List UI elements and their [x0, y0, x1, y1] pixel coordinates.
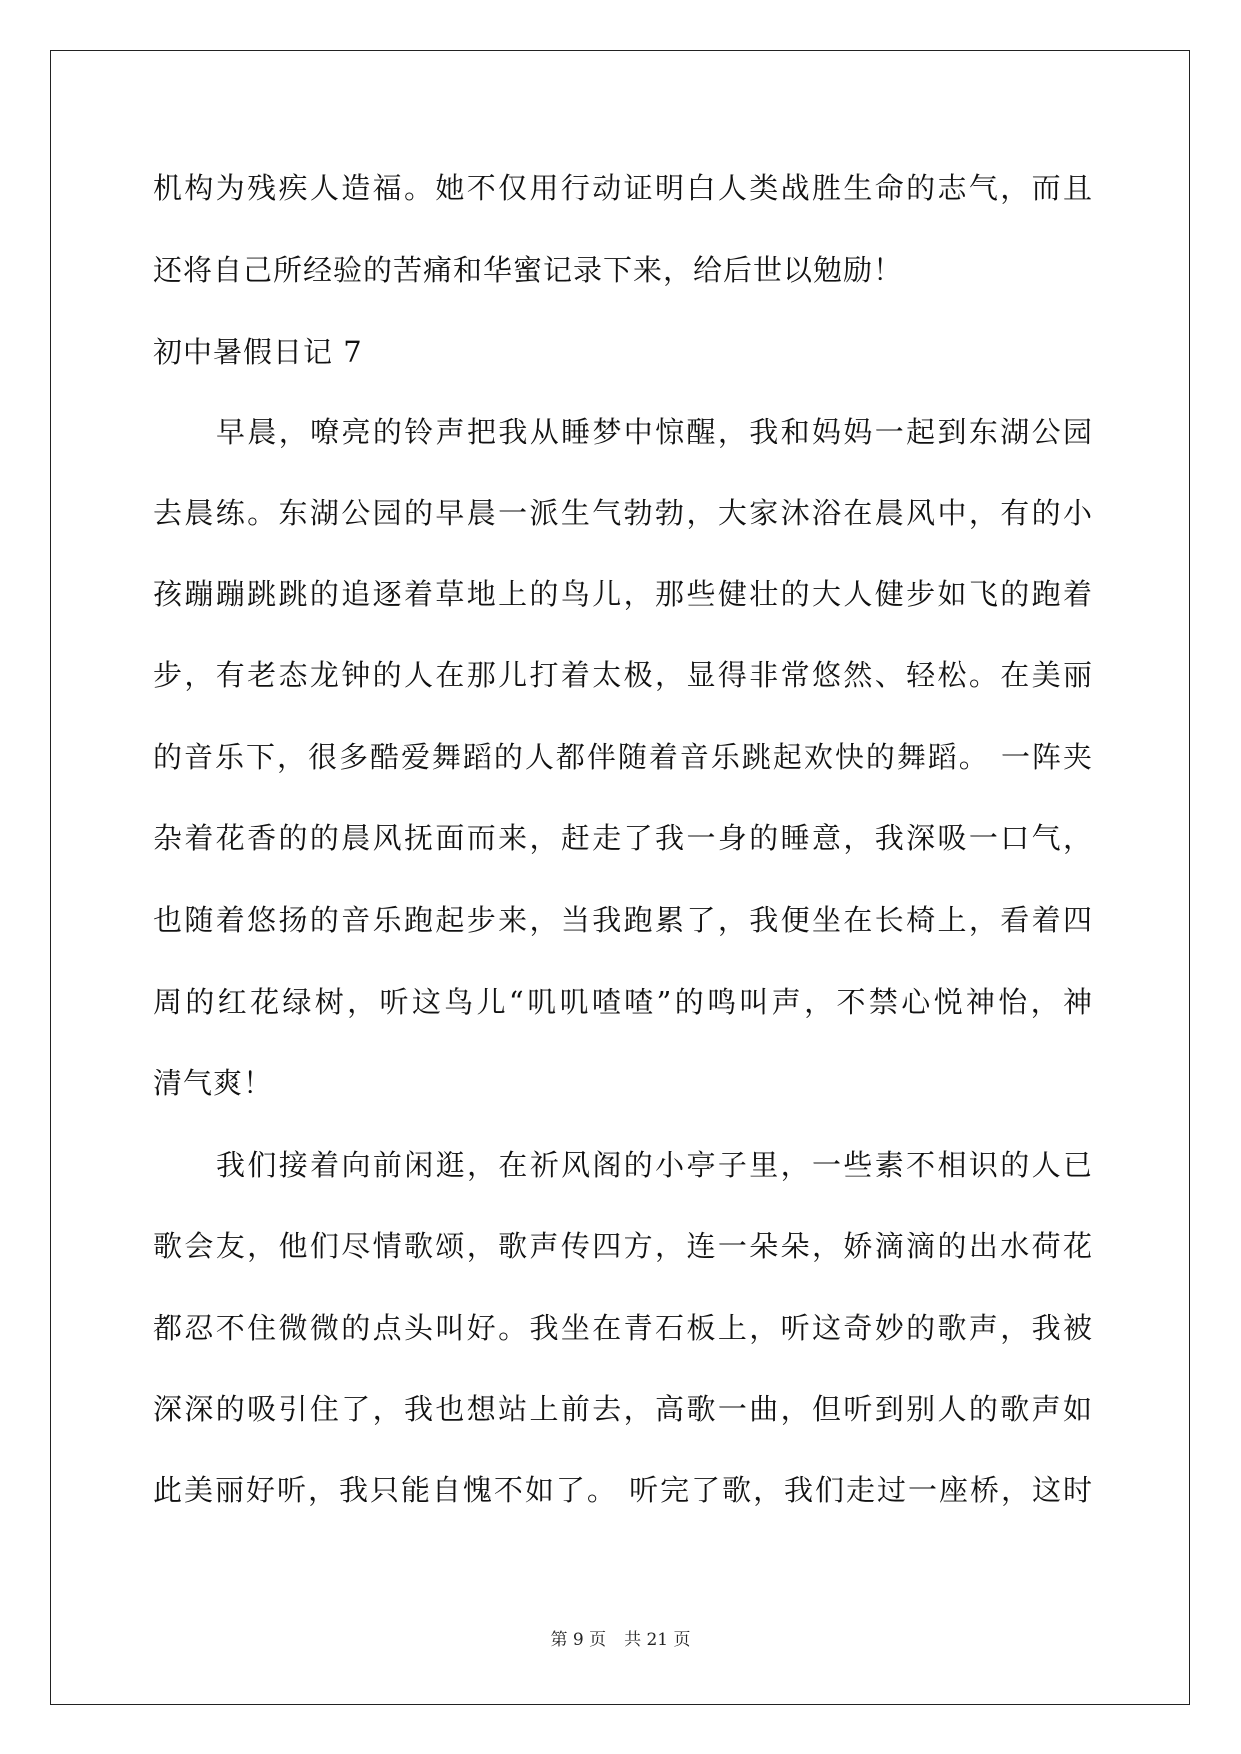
text-line: 周的红花绿树，听这鸟儿“叽叽喳喳”的鸣叫声，不禁心悦神怡，神: [153, 985, 1093, 1019]
text-line: 深深的吸引住了，我也想站上前去，高歌一曲，但听到别人的歌声如: [153, 1392, 1093, 1426]
text-line: 步，有老态龙钟的人在那儿打着太极，显得非常悠然、轻松。在美丽: [153, 658, 1093, 692]
text-line: 的音乐下，很多酷爱舞蹈的人都伴随着音乐跳起欢快的舞蹈。 一阵夹: [153, 740, 1093, 774]
section-title: 初中暑假日记 7: [153, 335, 363, 369]
text-line: 都忍不住微微的点头叫好。我坐在青石板上，听这奇妙的歌声，我被: [153, 1311, 1093, 1345]
page-border: [50, 50, 1190, 1705]
text-line: 机构为残疾人造福。她不仅用行动证明白人类战胜生命的志气，而且: [153, 171, 1093, 205]
text-line: 还将自己所经验的苦痛和华蜜记录下来，给后世以勉励！: [153, 253, 904, 287]
text-line: 也随着悠扬的音乐跑起步来，当我跑累了，我便坐在长椅上，看着四: [153, 903, 1093, 937]
text-line: 杂着花香的的晨风抚面而来，赶走了我一身的睡意，我深吸一口气，: [153, 821, 1093, 855]
text-line: 早晨，嘹亮的铃声把我从睡梦中惊醒，我和妈妈一起到东湖公园: [216, 415, 1093, 449]
page-total: 共 21 页: [624, 1630, 691, 1650]
text-line: 歌会友，他们尽情歌颂，歌声传四方，连一朵朵，娇滴滴的出水荷花: [153, 1229, 1093, 1263]
page-number: 第 9 页: [550, 1630, 607, 1650]
text-line: 清气爽！: [153, 1066, 274, 1100]
text-line: 此美丽好听，我只能自愧不如了。 听完了歌，我们走过一座桥，这时: [153, 1473, 1093, 1507]
text-line: 我们接着向前闲逛，在祈风阁的小亭子里，一些素不相识的人已: [216, 1148, 1093, 1182]
text-line: 去晨练。东湖公园的早晨一派生气勃勃，大家沐浴在晨风中，有的小: [153, 496, 1093, 530]
text-line: 孩蹦蹦跳跳的追逐着草地上的鸟儿，那些健壮的大人健步如飞的跑着: [153, 577, 1093, 611]
page-footer: [0, 1628, 1241, 1652]
